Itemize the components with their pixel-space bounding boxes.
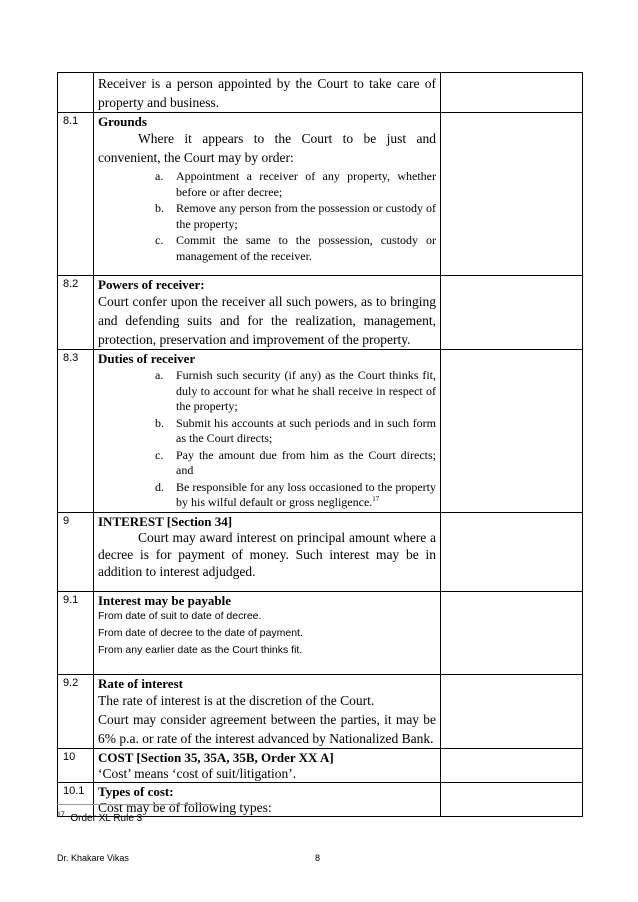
row-number: 9.2 [58,674,94,748]
empty-cell [441,748,583,782]
table-row [58,350,583,513]
row-heading: INTEREST [Section 34] [98,513,233,529]
list-item: a. Furnish such security (if any) as the Court thinks fit, duly to account for what he shall receive in respect of the property; [155,368,436,413]
list-item: From any earlier date as the Court thinks fit. [98,643,303,656]
row-heading: Types of cost: [98,783,174,799]
grounds-list [98,169,436,264]
row-text: Court may award interest on principal amount where a decree is for payment of money. Such interest may be in addition to interest adjudged. [98,529,436,579]
row-number: 8.2 [58,276,94,350]
table-row [58,512,583,591]
table-row [58,73,583,113]
row-text: The rate of interest is at the discretion of the Court. [98,692,375,708]
empty-cell [441,512,583,591]
table-row [58,591,583,674]
table-row [58,674,583,748]
row-heading: Rate of interest [98,675,183,691]
empty-cell [441,73,583,113]
row-number [58,73,94,113]
list-item: a. Appointment a receiver of any property, whether before or after decree; [155,169,436,199]
empty-cell [441,674,583,748]
duties-list [98,368,436,511]
row-number: 8.1 [58,113,94,276]
list-item: From date of suit to date of decree. [98,609,262,622]
list-item: b. Submit his accounts at such periods and in such form as the Court directs; [155,415,436,445]
table-row [58,782,583,816]
table-row [58,113,583,276]
empty-cell [441,276,583,350]
page-number: 8 [315,853,321,863]
row-text: ‘Cost’ means ‘cost of suit/litigation’. [98,765,297,781]
row-number: 9.1 [58,591,94,674]
footer-author: Dr. Khakare Vikas [57,853,129,863]
list-item: b. Remove any person from the possession or custody of the property; [155,201,436,231]
footnote [57,813,142,824]
list-item: d. Be responsible for any loss occasioned to the property by his wilful default or gross negligence.$^{17}$ [155,479,436,509]
list-item: From date of decree to the date of payment. [98,626,303,639]
empty-cell [441,591,583,674]
receiver-definition: Receiver is a person appointed by the Court to take care of property and business. [98,76,436,110]
footnote-number: 17 [57,811,65,819]
list-item: c. Commit the same to the possession, custody or management of the receiver. [155,233,436,263]
row-number: 10 [58,748,94,782]
footnote-separator [57,804,214,805]
row-text: Court may consider agreement between the parties, it may be 6% p.a. or rate of the interest advanced by Nationalized Bank. [98,711,436,746]
row-heading: Interest may be payable [98,592,232,608]
row-number: 8.3 [58,350,94,513]
footnote-ref[interactable]: 17 [372,495,380,503]
row-text: Court confer upon the receiver all such powers, as to bringing and defending suits and for the realization, management, protection, preservation and improvement of the property. [98,294,436,347]
footnote-text: Order XL Rule 3 [70,813,143,824]
row-heading: Grounds [98,114,147,129]
table-row [58,276,583,350]
row-heading: Duties of receiver [98,351,196,366]
row-number: 9 [58,512,94,591]
row-number: 10.1 [58,782,94,816]
row-heading: Powers of receiver: [98,277,205,292]
empty-cell [441,350,583,513]
row-heading: COST [Section 35, 35A, 35B, Order XX A] [98,749,334,765]
list-item: c. Pay the amount due from him as the Court directs; and [155,447,436,477]
content-table [57,72,583,817]
row-text: Cost may be of following types: [98,799,272,815]
table-row [58,748,583,782]
row-text: Where it appears to the Court to be just and convenient, the Court may by order: [98,131,436,165]
empty-cell [441,113,583,276]
empty-cell [441,782,583,816]
